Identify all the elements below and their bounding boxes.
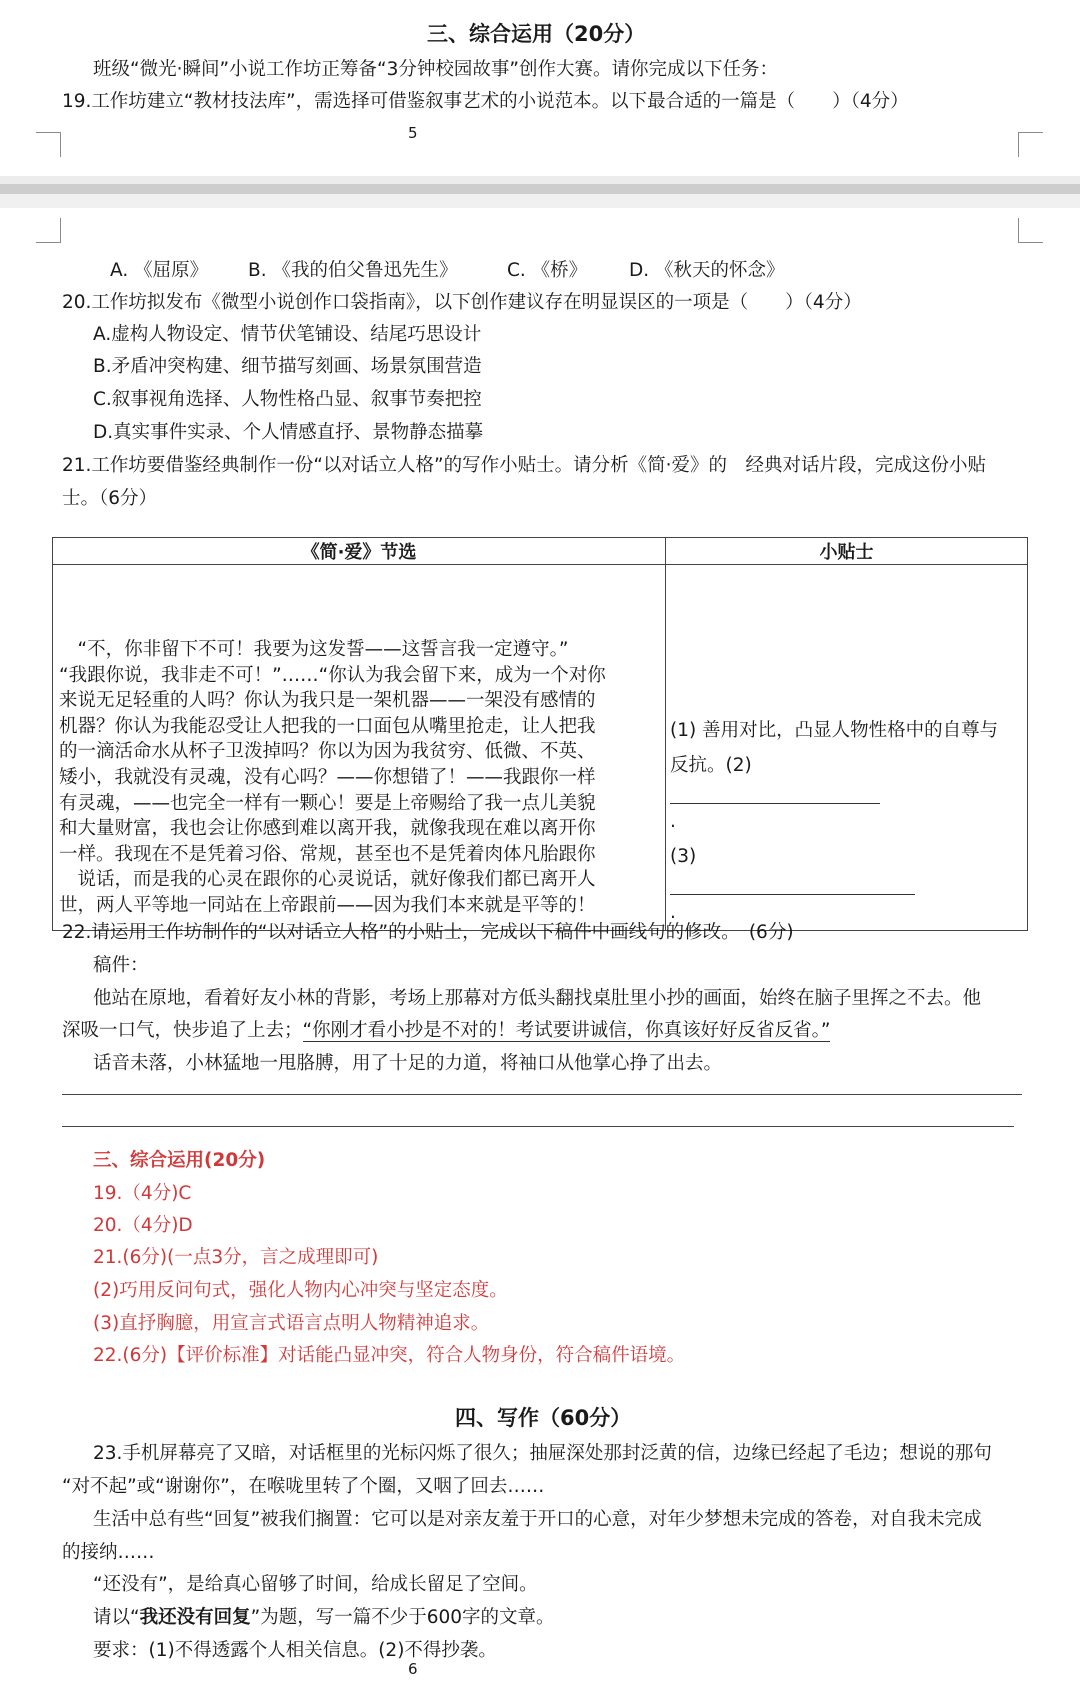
excerpt-line: 世，两人平等地一同站在上帝跟前——因为我们本来就是平等的！ — [59, 894, 596, 916]
page-number-6: 6 — [408, 1660, 418, 1678]
answers-title: 三、综合运用(20分) — [93, 1150, 266, 1171]
page-gap — [0, 184, 1080, 194]
table-header-excerpt: 《简·爱》节选 — [53, 538, 666, 565]
underlined-sentence: “你刚才看小抄是不对的！考试要讲诚信，你真该好好反省反省。” — [302, 1020, 831, 1041]
q20-option-a: A.虚构人物设定、情节伏笔铺设、结尾巧思设计 — [93, 324, 482, 345]
excerpt-line: “我跟你说，我非走不可！”……“你认为我会留下来，成为一个对你 — [59, 664, 606, 686]
question-21-line2: 士。（6分） — [62, 488, 158, 509]
corner-mark-top-right — [1018, 132, 1043, 157]
corner-mark-top-left — [36, 132, 61, 157]
corner-mark-mid-left — [36, 218, 61, 243]
writing-p2-line2: 的接纳…… — [62, 1542, 155, 1563]
question-19: 19.工作坊建立“教材技法库”，需选择可借鉴叙事艺术的小说范本。以下最合适的一篇是（ ）（4分） — [62, 91, 909, 112]
page-gap-lower — [0, 194, 1080, 208]
writing-topic: 我还没有回复 — [139, 1607, 251, 1628]
answer-21-2: (2)巧用反问句式，强化人物内心冲突与坚定态度。 — [93, 1280, 508, 1301]
tip-3-label: (3) — [670, 846, 697, 867]
tip-2-blank[interactable] — [670, 783, 880, 804]
tip-3-blank[interactable] — [670, 874, 915, 895]
answer-21-3: (3)直抒胸臆，用宣言式语言点明人物精神追求。 — [93, 1313, 490, 1334]
excerpt-line: 来说无足轻重的人吗？你认为我只是一架机器——一架没有感情的 — [59, 690, 596, 712]
q19-option-c: C. 《桥》 — [507, 260, 588, 281]
q19-option-a: A. 《屈原》 — [110, 260, 209, 281]
excerpt-line: 说话，而是我的心灵在跟你的心灵说话，就好像我们都已离开人 — [59, 869, 596, 891]
answer-line-2[interactable] — [62, 1126, 1014, 1127]
writing-p4-suffix: ”为题，写一篇不少于600字的文章。 — [250, 1607, 555, 1628]
excerpt-line: 的一滴活命水从杯子卫泼掉吗？你以为因为我贫穷、低微、不英、 — [59, 741, 596, 763]
corner-mark-mid-right — [1018, 218, 1043, 243]
excerpt-text — [53, 565, 665, 919]
draft-line-2-prefix: 深吸一口气，快步追了上去； — [62, 1020, 303, 1041]
question-22: 22.请运用工作坊制作的“以对话立人格”的小贴士，完成以下稿件中画线句的修改。 (6分) — [62, 922, 794, 943]
answer-22: 22.(6分)【评价标准】对话能凸显冲突，符合人物身份，符合稿件语境。 — [93, 1345, 686, 1366]
page-gap-shadow — [0, 176, 1080, 184]
section-title: 三、综合运用（20分） — [427, 22, 646, 46]
excerpt-line: “不，你非留下不可！我要为这发誓——这誓言我一定遵守。” — [59, 639, 569, 660]
tips-text — [666, 565, 1027, 930]
q20-option-b: B.矛盾冲突构建、细节描写刻画、场景氛围营造 — [93, 356, 482, 377]
writing-requirements: 要求：(1)不得透露个人相关信息。(2)不得抄袭。 — [93, 1640, 497, 1661]
excerpt-cell — [53, 565, 666, 931]
writing-title: 四、写作（60分） — [455, 1406, 632, 1430]
excerpt-line: 矮小，我就没有灵魂，没有心吗？——你想错了！——我跟你一样 — [59, 766, 596, 788]
page-number: 5 — [408, 124, 418, 142]
writing-p3: “还没有”，是给真心留够了时间，给成长留足了空间。 — [93, 1574, 538, 1595]
intro-text: 班级“微光·瞬间”小说工作坊正筹备“3分钟校园故事”创作大赛。请你完成以下任务： — [93, 59, 778, 80]
answer-21: 21.(6分)(一点3分，言之成理即可) — [93, 1247, 379, 1268]
q19-option-b: B. 《我的伯父鲁迅先生》 — [248, 260, 458, 281]
writing-p4-prefix: 请以“ — [93, 1607, 140, 1628]
answer-line-1[interactable] — [62, 1094, 1022, 1095]
tip-2-line: 反抗。(2) . — [670, 748, 1023, 839]
tip-1-line1: (1) 善用对比，凸显人物性格中的自尊与 — [670, 720, 999, 741]
draft-line-1: 他站在原地，看着好友小林的背影，考场上那幕对方低头翻找桌肚里小抄的画面，始终在脑子里挥之不去。他 — [93, 988, 982, 1009]
answer-19: 19.（4分)C — [93, 1183, 192, 1204]
excerpt-line: 有灵魂，——也完全一样有一颗心！要是上帝赐给了我一点儿美貌 — [59, 792, 596, 814]
jane-eyre-table — [52, 537, 1028, 931]
question-20: 20.工作坊拟发布《微型小说创作口袋指南》，以下创作建议存在明显误区的一项是（ ）（4分） — [62, 292, 862, 313]
excerpt-line: 机器？你认为我能忍受让人把我的一口面包从嘴里抢走，让人把我 — [59, 715, 596, 737]
writing-p4 — [93, 1603, 555, 1629]
q19-option-d: D. 《秋天的怀念》 — [629, 260, 785, 281]
question-21-line1: 21.工作坊要借鉴经典制作一份“以对话立人格”的写作小贴士。请分析《简·爱》的 经典对话片段，完成这份小贴 — [62, 455, 986, 476]
draft-line-3: 话音未落，小林猛地一甩胳膊，用了十足的力道，将袖口从他掌心挣了出去。 — [93, 1053, 723, 1074]
writing-p1-line1: 23.手机屏幕亮了又暗，对话框里的光标闪烁了很久；抽屉深处那封泛黄的信，边缘已经起了毛边；想说的那句 — [93, 1443, 992, 1464]
tips-cell — [666, 565, 1028, 931]
q20-option-c: C.叙事视角选择、人物性格凸显、叙事节奏把控 — [93, 389, 482, 410]
tip-2-label: 反抗。(2) — [670, 755, 752, 776]
answer-20: 20.（4分)D — [93, 1215, 193, 1236]
table-header-tips: 小贴士 — [666, 538, 1028, 565]
writing-p1-line2: “对不起”或“谢谢你”，在喉咙里转了个圈，又咽了回去…… — [62, 1476, 545, 1497]
draft-label: 稿件： — [93, 955, 149, 976]
excerpt-line: 和大量财富，我也会让你感到难以离开我，就像我现在难以离开你 — [59, 818, 596, 840]
excerpt-line: 一样。我现在不是凭着习俗、常规，甚至也不是凭着肉体凡胎跟你 — [59, 843, 596, 865]
q20-option-d: D.真实事件实录、个人情感直抒、景物静态描摹 — [93, 422, 484, 443]
tip-3-line: (3) . — [670, 839, 1023, 930]
draft-line-2 — [62, 1016, 830, 1042]
writing-p2-line1: 生活中总有些“回复”被我们搁置：它可以是对亲友羞于开口的心意，对年少梦想未完成的答卷，对自我未完成 — [93, 1509, 982, 1530]
